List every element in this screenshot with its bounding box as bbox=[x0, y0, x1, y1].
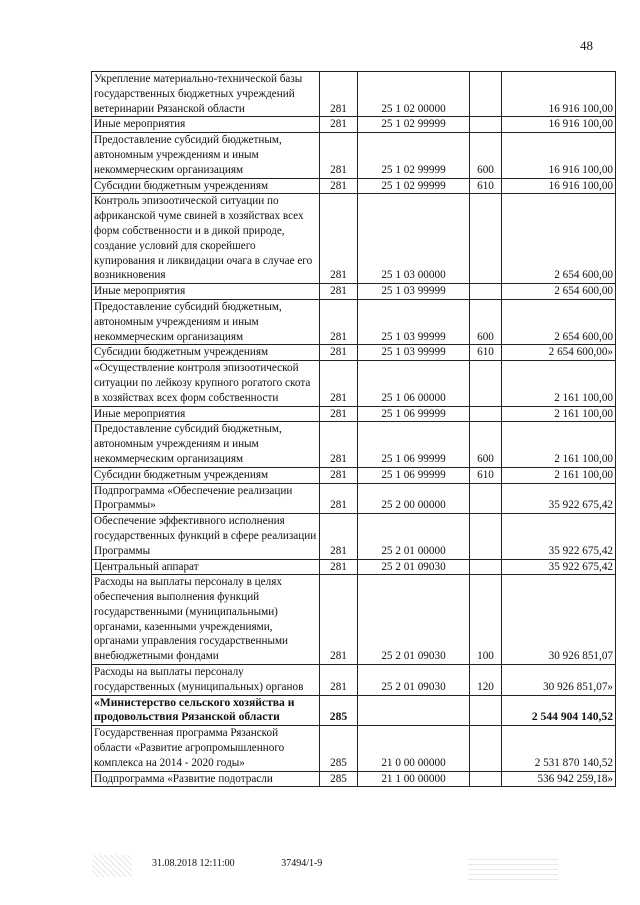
footer bbox=[152, 858, 366, 869]
row-vr-cell: 120 bbox=[470, 665, 502, 696]
row-amount-cell: 30 926 851,07 bbox=[502, 575, 616, 665]
row-vr-cell bbox=[470, 117, 502, 133]
row-amount-cell: 2 654 600,00 bbox=[502, 194, 616, 284]
row-amount-cell: 2 161 100,00 bbox=[502, 422, 616, 467]
row-ved-cell: 281 bbox=[320, 133, 358, 178]
row-name-cell: Субсидии бюджетным учреждениям bbox=[92, 345, 320, 361]
row-amount-cell: 16 916 100,00 bbox=[502, 72, 616, 117]
table-row bbox=[92, 665, 616, 696]
row-csr-cell bbox=[358, 695, 470, 726]
row-vr-cell bbox=[470, 514, 502, 559]
row-name-cell: Иные мероприятия bbox=[92, 406, 320, 422]
row-vr-cell: 610 bbox=[470, 178, 502, 194]
row-csr-cell: 25 2 01 00000 bbox=[358, 514, 470, 559]
row-name-cell: Расходы на выплаты персоналу государственных (муниципальных) органов bbox=[92, 665, 320, 696]
table-row bbox=[92, 72, 616, 117]
table-row bbox=[92, 299, 616, 344]
row-csr-cell: 25 1 03 99999 bbox=[358, 299, 470, 344]
row-name-cell: Иные мероприятия bbox=[92, 117, 320, 133]
row-vr-cell: 600 bbox=[470, 133, 502, 178]
row-name-cell: Субсидии бюджетным учреждениям bbox=[92, 467, 320, 483]
row-ved-cell: 281 bbox=[320, 559, 358, 575]
row-vr-cell bbox=[470, 194, 502, 284]
table-row bbox=[92, 284, 616, 300]
table-row bbox=[92, 559, 616, 575]
footer-timestamp: 31.08.2018 12:11:00 bbox=[152, 858, 235, 869]
row-ved-cell: 281 bbox=[320, 467, 358, 483]
row-ved-cell: 281 bbox=[320, 406, 358, 422]
row-csr-cell: 25 1 02 99999 bbox=[358, 178, 470, 194]
row-name-cell: Иные мероприятия bbox=[92, 284, 320, 300]
row-ved-cell: 281 bbox=[320, 284, 358, 300]
faded-signature-stamp bbox=[468, 856, 558, 880]
row-ved-cell: 281 bbox=[320, 483, 358, 514]
row-ved-cell: 281 bbox=[320, 178, 358, 194]
table-row bbox=[92, 771, 616, 787]
row-amount-cell: 16 916 100,00 bbox=[502, 133, 616, 178]
faded-stamp bbox=[92, 855, 132, 877]
table-row bbox=[92, 117, 616, 133]
row-ved-cell: 285 bbox=[320, 695, 358, 726]
table-row bbox=[92, 467, 616, 483]
table-row bbox=[92, 178, 616, 194]
row-vr-cell: 100 bbox=[470, 575, 502, 665]
row-name-cell: Предоставление субсидий бюджетным, автономным учреждениям и иным некоммерческим организациям bbox=[92, 422, 320, 467]
row-ved-cell: 285 bbox=[320, 726, 358, 771]
table-row bbox=[92, 422, 616, 467]
row-vr-cell: 610 bbox=[470, 467, 502, 483]
row-name-cell: Государственная программа Рязанской области «Развитие агропромышленного комплекса на 2014 - 2020 годы» bbox=[92, 726, 320, 771]
row-vr-cell bbox=[470, 695, 502, 726]
row-csr-cell: 25 1 06 00000 bbox=[358, 361, 470, 406]
row-amount-cell: 2 654 600,00 bbox=[502, 284, 616, 300]
row-name-cell: Контроль эпизоотической ситуации по африканской чуме свиней в хозяйствах всех форм собственности и в дикой природе, создание условий для скорейшего купирования и ликвидации очага в случае его возникновения bbox=[92, 194, 320, 284]
row-amount-cell: 16 916 100,00 bbox=[502, 178, 616, 194]
row-ved-cell: 281 bbox=[320, 72, 358, 117]
row-amount-cell: 16 916 100,00 bbox=[502, 117, 616, 133]
table-row bbox=[92, 345, 616, 361]
row-name-cell: Предоставление субсидий бюджетным, автономным учреждениям и иным некоммерческим организациям bbox=[92, 133, 320, 178]
row-amount-cell: 2 161 100,00 bbox=[502, 467, 616, 483]
row-vr-cell bbox=[470, 72, 502, 117]
row-vr-cell bbox=[470, 284, 502, 300]
row-ved-cell: 281 bbox=[320, 361, 358, 406]
row-amount-cell: 2 654 600,00 bbox=[502, 299, 616, 344]
row-csr-cell: 25 2 01 09030 bbox=[358, 575, 470, 665]
row-name-cell: Укрепление материально-технической базы государственных бюджетных учреждений ветеринарии Рязанской области bbox=[92, 72, 320, 117]
row-vr-cell: 600 bbox=[470, 299, 502, 344]
table-row bbox=[92, 695, 616, 726]
row-ved-cell: 281 bbox=[320, 422, 358, 467]
row-amount-cell: 536 942 259,18» bbox=[502, 771, 616, 787]
row-name-cell: «Осуществление контроля эпизоотической ситуации по лейкозу крупного рогатого скота в хозяйствах всех форм собственности bbox=[92, 361, 320, 406]
row-csr-cell: 25 1 06 99999 bbox=[358, 467, 470, 483]
row-ved-cell: 281 bbox=[320, 575, 358, 665]
budget-table-body bbox=[92, 72, 616, 787]
row-vr-cell bbox=[470, 771, 502, 787]
row-name-cell: Обеспечение эффективного исполнения государственных функций в сфере реализации Программы bbox=[92, 514, 320, 559]
row-csr-cell: 25 1 03 99999 bbox=[358, 345, 470, 361]
row-amount-cell: 2 531 870 140,52 bbox=[502, 726, 616, 771]
row-vr-cell bbox=[470, 406, 502, 422]
row-csr-cell: 25 2 01 09030 bbox=[358, 665, 470, 696]
table-row bbox=[92, 514, 616, 559]
row-ved-cell: 285 bbox=[320, 771, 358, 787]
table-row bbox=[92, 361, 616, 406]
row-vr-cell bbox=[470, 483, 502, 514]
table-row bbox=[92, 194, 616, 284]
table-row bbox=[92, 483, 616, 514]
row-ved-cell: 281 bbox=[320, 117, 358, 133]
row-amount-cell: 30 926 851,07» bbox=[502, 665, 616, 696]
table-row bbox=[92, 726, 616, 771]
row-csr-cell: 21 1 00 00000 bbox=[358, 771, 470, 787]
row-amount-cell: 2 544 904 140,52 bbox=[502, 695, 616, 726]
row-amount-cell: 2 161 100,00 bbox=[502, 406, 616, 422]
row-vr-cell: 610 bbox=[470, 345, 502, 361]
row-csr-cell: 25 1 02 99999 bbox=[358, 133, 470, 178]
row-name-cell: «Министерство сельского хозяйства и продовольствия Рязанской области bbox=[92, 695, 320, 726]
footer-doc-number: 37494/1-9 bbox=[281, 858, 323, 869]
row-csr-cell: 25 2 00 00000 bbox=[358, 483, 470, 514]
row-vr-cell bbox=[470, 361, 502, 406]
row-name-cell: Подпрограмма «Обеспечение реализации Программы» bbox=[92, 483, 320, 514]
row-csr-cell: 25 1 06 99999 bbox=[358, 406, 470, 422]
row-name-cell: Центральный аппарат bbox=[92, 559, 320, 575]
row-amount-cell: 2 161 100,00 bbox=[502, 361, 616, 406]
row-name-cell: Расходы на выплаты персоналу в целях обеспечения выполнения функций государственными (муниципальными) органами, казенными учреждениями, органами управления государственными внебюджетными фондами bbox=[92, 575, 320, 665]
row-ved-cell: 281 bbox=[320, 345, 358, 361]
row-ved-cell: 281 bbox=[320, 194, 358, 284]
row-csr-cell: 21 0 00 00000 bbox=[358, 726, 470, 771]
table-row bbox=[92, 406, 616, 422]
table-row bbox=[92, 133, 616, 178]
row-csr-cell: 25 1 03 99999 bbox=[358, 284, 470, 300]
row-ved-cell: 281 bbox=[320, 514, 358, 559]
row-ved-cell: 281 bbox=[320, 299, 358, 344]
row-csr-cell: 25 2 01 09030 bbox=[358, 559, 470, 575]
row-vr-cell bbox=[470, 726, 502, 771]
row-amount-cell: 35 922 675,42 bbox=[502, 483, 616, 514]
row-csr-cell: 25 1 06 99999 bbox=[358, 422, 470, 467]
page-number: 48 bbox=[580, 38, 593, 53]
row-amount-cell: 35 922 675,42 bbox=[502, 514, 616, 559]
table-row bbox=[92, 575, 616, 665]
row-name-cell: Субсидии бюджетным учреждениям bbox=[92, 178, 320, 194]
row-csr-cell: 25 1 02 00000 bbox=[358, 72, 470, 117]
row-csr-cell: 25 1 02 99999 bbox=[358, 117, 470, 133]
row-amount-cell: 35 922 675,42 bbox=[502, 559, 616, 575]
row-vr-cell: 600 bbox=[470, 422, 502, 467]
budget-table bbox=[91, 71, 616, 787]
row-name-cell: Подпрограмма «Развитие подотрасли bbox=[92, 771, 320, 787]
row-vr-cell bbox=[470, 559, 502, 575]
row-ved-cell: 281 bbox=[320, 665, 358, 696]
row-name-cell: Предоставление субсидий бюджетным, автономным учреждениям и иным некоммерческим организациям bbox=[92, 299, 320, 344]
row-csr-cell: 25 1 03 00000 bbox=[358, 194, 470, 284]
row-amount-cell: 2 654 600,00» bbox=[502, 345, 616, 361]
